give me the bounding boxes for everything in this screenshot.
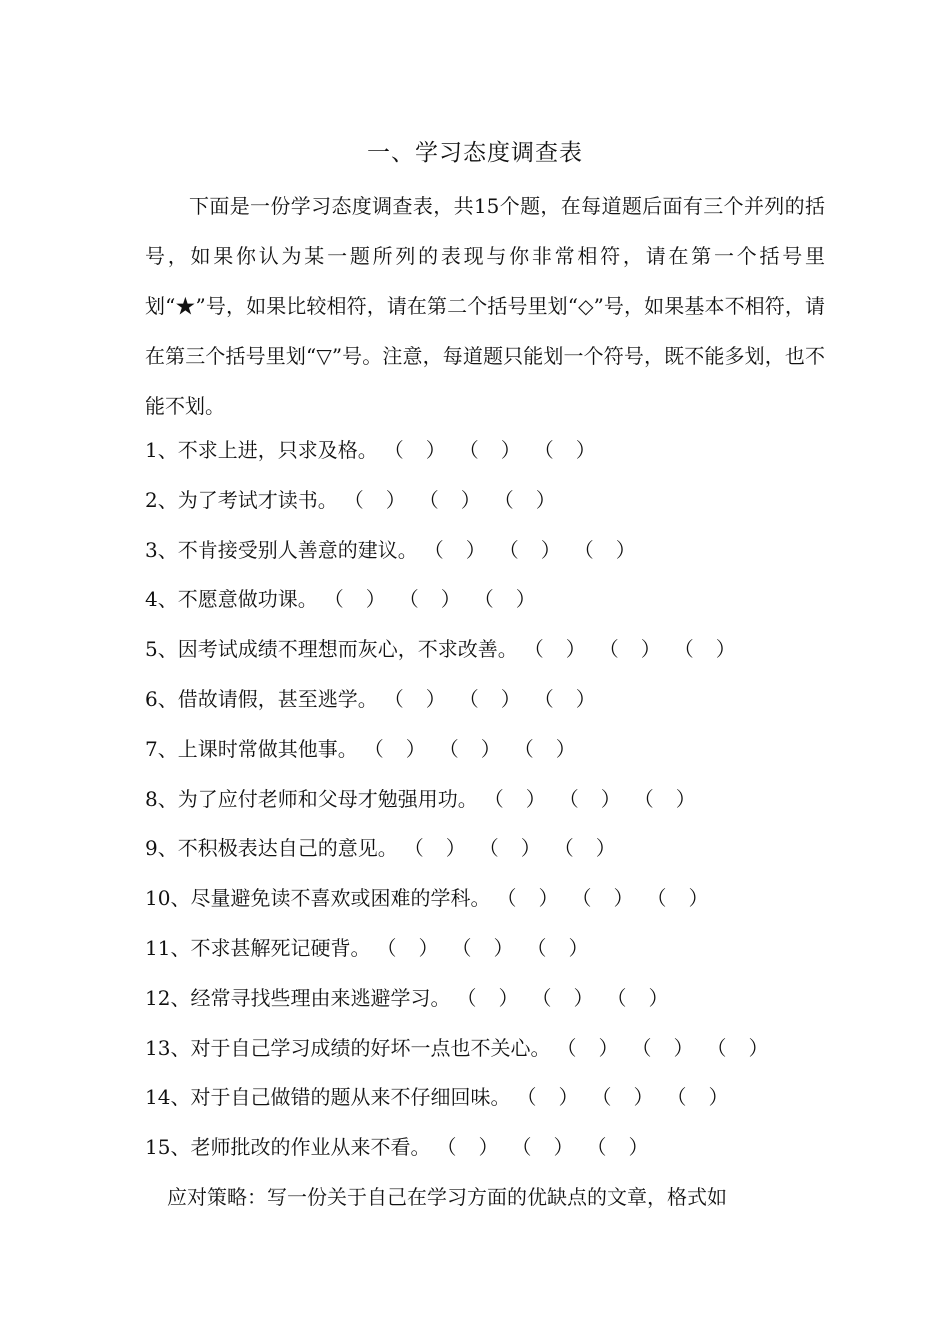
question-item	[145, 874, 825, 924]
answer-blank[interactable]: （ ）	[343, 487, 407, 512]
answer-blank[interactable]: （ ）	[398, 587, 462, 612]
question-item	[145, 824, 825, 874]
question-item	[145, 924, 825, 974]
question-text: 13、对于自己学习成绩的好坏一点也不关心。	[145, 1035, 551, 1060]
answer-blank[interactable]: （ ）	[383, 438, 447, 462]
answer-blank[interactable]: （ ）	[533, 438, 597, 462]
question-item	[145, 1024, 825, 1074]
answer-blank[interactable]: （ ）	[533, 686, 597, 711]
question-text: 9、不积极表达自己的意见。	[145, 836, 398, 861]
question-item	[145, 575, 825, 625]
question-item	[145, 426, 825, 476]
answer-blank[interactable]: （ ）	[456, 985, 520, 1010]
question-item	[145, 775, 825, 825]
answer-blank[interactable]: （ ）	[526, 935, 590, 960]
question-text: 5、因考试成绩不理想而灰心，不求改善。	[145, 637, 518, 662]
answer-blank[interactable]: （ ）	[573, 537, 637, 562]
question-text: 15、老师批改的作业从来不看。	[145, 1135, 431, 1160]
question-text: 6、借故请假，甚至逃学。	[145, 686, 378, 711]
question-item	[145, 675, 825, 725]
question-text: 7、上课时常做其他事。	[145, 736, 358, 761]
question-text: 4、不愿意做功课。	[145, 587, 318, 612]
answer-blank[interactable]: （ ）	[598, 637, 662, 662]
question-item	[145, 625, 825, 675]
question-text: 1、不求上进，只求及格。	[145, 438, 378, 462]
answer-blank[interactable]: （ ）	[376, 935, 440, 960]
answer-blank[interactable]: （ ）	[323, 587, 387, 612]
question-list	[145, 426, 825, 1173]
question-item	[145, 526, 825, 576]
answer-blank[interactable]: （ ）	[646, 886, 710, 911]
answer-blank[interactable]: （ ）	[666, 1085, 730, 1110]
answer-blank[interactable]: （ ）	[498, 537, 562, 562]
question-text: 10、尽量避免读不喜欢或困难的学科。	[145, 886, 491, 911]
question-text: 12、经常寻找些理由来逃避学习。	[145, 985, 451, 1010]
answer-blank[interactable]: （ ）	[556, 1035, 620, 1060]
question-text: 3、不肯接受别人善意的建议。	[145, 537, 418, 562]
answer-blank[interactable]: （ ）	[553, 836, 617, 861]
question-text: 11、不求甚解死记硬背。	[145, 935, 371, 960]
question-item	[145, 1123, 825, 1173]
answer-blank[interactable]: （ ）	[586, 1135, 650, 1160]
question-text: 2、为了考试才读书。	[145, 487, 338, 512]
answer-blank[interactable]: （ ）	[418, 487, 482, 512]
answer-blank[interactable]: （ ）	[383, 686, 447, 711]
question-item	[145, 725, 825, 775]
answer-blank[interactable]: （ ）	[633, 786, 697, 811]
answer-blank[interactable]: （ ）	[436, 1135, 500, 1160]
answer-blank[interactable]: （ ）	[493, 487, 557, 512]
answer-blank[interactable]: （ ）	[496, 886, 560, 911]
intro-paragraph: 下面是一份学习态度调查表，共15个题，在每道题后面有三个并列的括号，如果你认为某一题所列的表现与你非常相符，请在第一个括号里划“★”号，如果比较相符，请在第二个括号里划“◇”号，如果基本不相符，请在第三个括号里划“▽”号。注意，每道题只能划一个符号，既不能多划，也不能不划。	[145, 194, 825, 418]
answer-blank[interactable]: （ ）	[423, 537, 487, 562]
answer-blank[interactable]: （ ）	[591, 1085, 655, 1110]
question-item	[145, 476, 825, 526]
answer-blank[interactable]: （ ）	[673, 637, 737, 662]
question-text: 14、对于自己做错的题从来不仔细回味。	[145, 1085, 511, 1110]
answer-blank[interactable]: （ ）	[513, 736, 577, 761]
answer-blank[interactable]: （ ）	[478, 836, 542, 861]
answer-blank[interactable]: （ ）	[438, 736, 502, 761]
answer-blank[interactable]: （ ）	[403, 836, 467, 861]
answer-blank[interactable]: （ ）	[523, 637, 587, 662]
answer-blank[interactable]: （ ）	[458, 686, 522, 711]
answer-blank[interactable]: （ ）	[511, 1135, 575, 1160]
answer-blank[interactable]: （ ）	[558, 786, 622, 811]
answer-blank[interactable]: （ ）	[631, 1035, 695, 1060]
answer-blank[interactable]: （ ）	[473, 587, 537, 612]
answer-blank[interactable]: （ ）	[531, 985, 595, 1010]
page-title: 一、学习态度调查表	[367, 140, 583, 166]
question-item	[145, 974, 825, 1024]
answer-blank[interactable]: （ ）	[606, 985, 670, 1010]
answer-blank[interactable]: （ ）	[516, 1085, 580, 1110]
answer-blank[interactable]: （ ）	[706, 1035, 770, 1060]
answer-blank[interactable]: （ ）	[571, 886, 635, 911]
question-item	[145, 1073, 825, 1123]
question-text: 8、为了应付老师和父母才勉强用功。	[145, 786, 478, 811]
answer-blank[interactable]: （ ）	[451, 935, 515, 960]
answer-blank[interactable]: （ ）	[483, 786, 547, 811]
answer-blank[interactable]: （ ）	[458, 438, 522, 462]
answer-blank[interactable]: （ ）	[363, 736, 427, 761]
strategy-paragraph: 应对策略：写一份关于自己在学习方面的优缺点的文章，格式如	[167, 1185, 727, 1209]
